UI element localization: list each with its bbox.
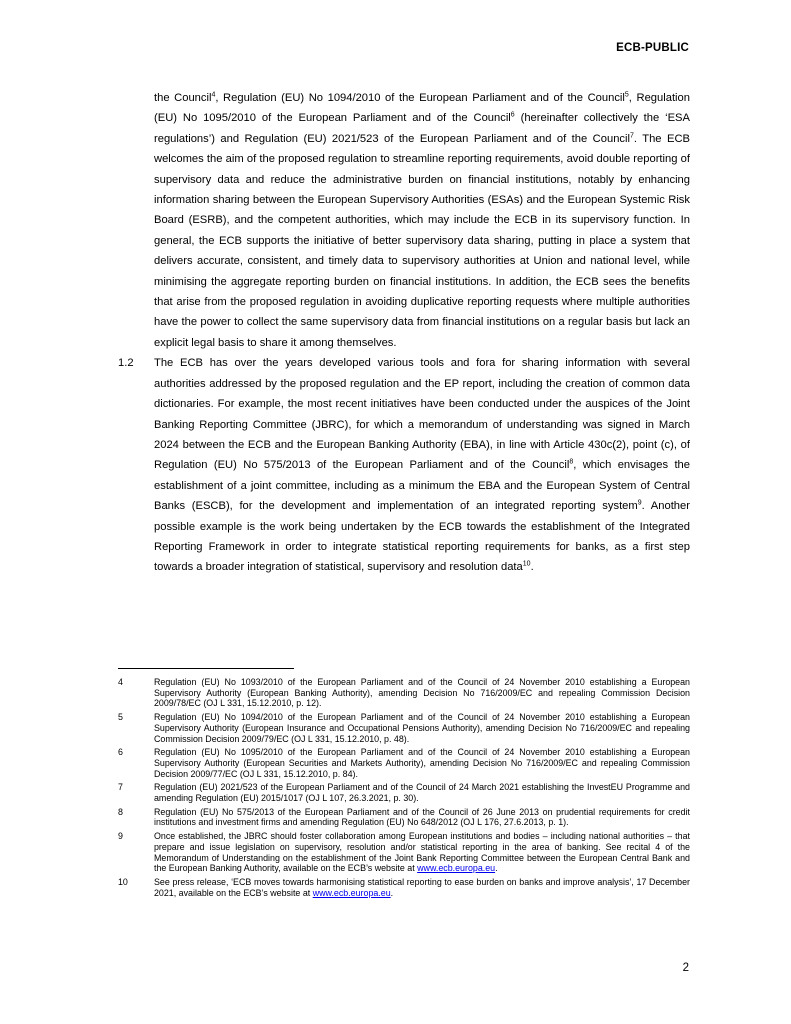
ecb-website-link[interactable]: www.ecb.europa.eu: [312, 887, 391, 898]
paragraph-continued: [118, 88, 690, 353]
text: , which envisages the establishment of a joint committee, including as a minimum the EBA and the European System of Central Banks (ESCB), for the development and implementation of an integrated reporting system: [154, 459, 691, 513]
footnote-number: 7: [118, 782, 123, 793]
text: . The ECB welcomes the aim of the proposed regulation to streamline reporting requirements, avoid double reporting of supervisory data and reduce the administrative burden on financial institutions, notably by enhancing information sharing between the European Supervisory Authorities (ESAs) and the European Systemic Risk Board (ESRB), and the competent authorities, which may include the ECB in its supervisory function. In general, the ECB supports the initiative of better supervisory data sharing, putting in place a system that delivers accurate, consistent, and timely data to supervisory authorities at Union and national level, while minimising the aggregate reporting burden on financial institutions. In addition, the ECB sees the benefits that arise from the proposed regulation in avoiding duplicative reporting requests where multiple authorities have the power to collect the same supervisory data from financial institutions on a regular basis but lack an explicit legal basis to share it among themselves.: [154, 132, 690, 349]
footnote-7: [118, 782, 690, 803]
footnote-text: [154, 831, 690, 874]
footnote-text: Regulation (EU) No 1094/2010 of the European Parliament and of the Council of 24 November 2010 establishing a European Supervisory Authority (European Insurance and Occupational Pensions Authority), amending Decision No 716/2009/EC and repealing Commission Decision 2009/79/EC (OJ L 331, 15.12.2010, p. 48).: [154, 712, 690, 744]
footnote-separator: [118, 668, 294, 669]
footnote-number: 5: [118, 712, 123, 723]
footnote-text: [154, 877, 690, 898]
footnote-ref-10[interactable]: 10: [522, 560, 531, 568]
footnote-text: Regulation (EU) No 1093/2010 of the European Parliament and of the Council of 24 November 2010 establishing a European Supervisory Authority (European Banking Authority), amending Decision No 716/2009/EC and repealing Commission Decision 2009/78/EC (OJ L 331, 15.12.2010, p. 12).: [154, 677, 690, 709]
footnote-5: [118, 712, 690, 744]
footnote-body: See press release, ‘ECB moves towards harmonising statistical reporting to ease burden on banks and improve analysis’, 17 December 2021, available on the ECB’s website at: [154, 876, 690, 898]
footnote-number: 6: [118, 747, 123, 758]
footnote-4: [118, 677, 690, 709]
footnote-number: 9: [118, 831, 123, 842]
footnote-end: .: [495, 863, 498, 874]
footnote-text: Regulation (EU) No 575/2013 of the European Parliament and of the Council of 26 June 2013 on prudential requirements for credit institutions and investment firms and amending Regulation (EU) No 648/2012 (OJ L 176, 27.6.2013, p. 1).: [154, 806, 690, 828]
page-number: 2: [682, 962, 689, 974]
text: . Another possible example is the work being undertaken by the ECB towards the establishment of the Integrated Reporting Framework in order to integrate statistical reporting requirements for banks, as a first step towards a broader integration of statistical, supervisory and resolution data: [154, 500, 690, 574]
footnote-number: 8: [118, 806, 123, 817]
classification-label: ECB-PUBLIC: [616, 42, 689, 54]
paragraph-1-2-text: [154, 353, 690, 577]
footnote-end: .: [390, 887, 394, 898]
footnote-ref-4[interactable]: 4: [211, 91, 216, 99]
footnote-ref-5[interactable]: 5: [624, 91, 629, 99]
text: , Regulation (EU) No 1095/2010 of the European Parliament and of the Council: [154, 92, 690, 125]
footnote-body: Once established, the JBRC should foster collaboration among European institutions and bodies – including national authorities – that prepare and issue legislation on supervisory, resolution and/or statistical reporting in the area of banking. See recital 4 of the Memorandum of Understanding on the establishment of the Joint Bank Reporting Committee between the European Central Bank and the European Banking Authority, available on the ECB’s website at: [154, 831, 690, 874]
footnote-8: [118, 807, 690, 828]
text: (hereinafter collectively the ‘ESA regulations’) and Regulation (EU) 2021/523 of the European Parliament and of the Council: [154, 112, 690, 145]
footnote-ref-9[interactable]: 9: [637, 499, 642, 507]
footnote-10: [118, 877, 690, 898]
footnote-9: [118, 831, 690, 874]
text: the Council: [154, 92, 212, 104]
footnote-ref-7[interactable]: 7: [629, 132, 634, 140]
ecb-website-link[interactable]: www.ecb.europa.eu: [417, 863, 496, 874]
footnote-ref-8[interactable]: 8: [569, 458, 574, 466]
footnote-6: [118, 747, 690, 779]
text: The ECB has over the years developed various tools and fora for sharing information with several authorities addressed by the proposed regulation and the EP report, including the creation of common data dictionaries. For example, the most recent initiatives have been conducted under the auspices of the Joint Banking Reporting Committee (JBRC), for which a memorandum of understanding was signed in March 2024 between the ECB and the European Banking Authority (EBA), in line with Article 430c(2), point (c), of Regulation (EU) No 575/2013 of the European Parliament and of the Council: [154, 357, 690, 472]
footnotes: [118, 677, 690, 901]
footnote-ref-6[interactable]: 6: [510, 111, 515, 119]
footnote-number: 4: [118, 677, 123, 687]
text: .: [530, 561, 534, 574]
paragraph-1-2: [118, 353, 690, 577]
main-text: [118, 88, 690, 578]
paragraph-number: 1.2: [118, 357, 134, 370]
footnote-number: 10: [118, 876, 128, 887]
text: , Regulation (EU) No 1094/2010 of the European Parliament and of the Council: [215, 92, 625, 104]
footnote-text: Regulation (EU) No 1095/2010 of the European Parliament and of the Council of 24 November 2010 establishing a European Supervisory Authority (European Securities and Markets Authority), amending Decision No 716/2009/EC and repealing Commission Decision 2009/77/EC (OJ L 331, 15.12.2010, p. 84).: [154, 747, 690, 779]
footnote-text: Regulation (EU) 2021/523 of the European Parliament and of the Council of 24 March 2021 establishing the InvestEU Programme and amending Regulation (EU) 2015/1017 (OJ L 107, 26.3.2021, p. 30).: [154, 782, 690, 804]
